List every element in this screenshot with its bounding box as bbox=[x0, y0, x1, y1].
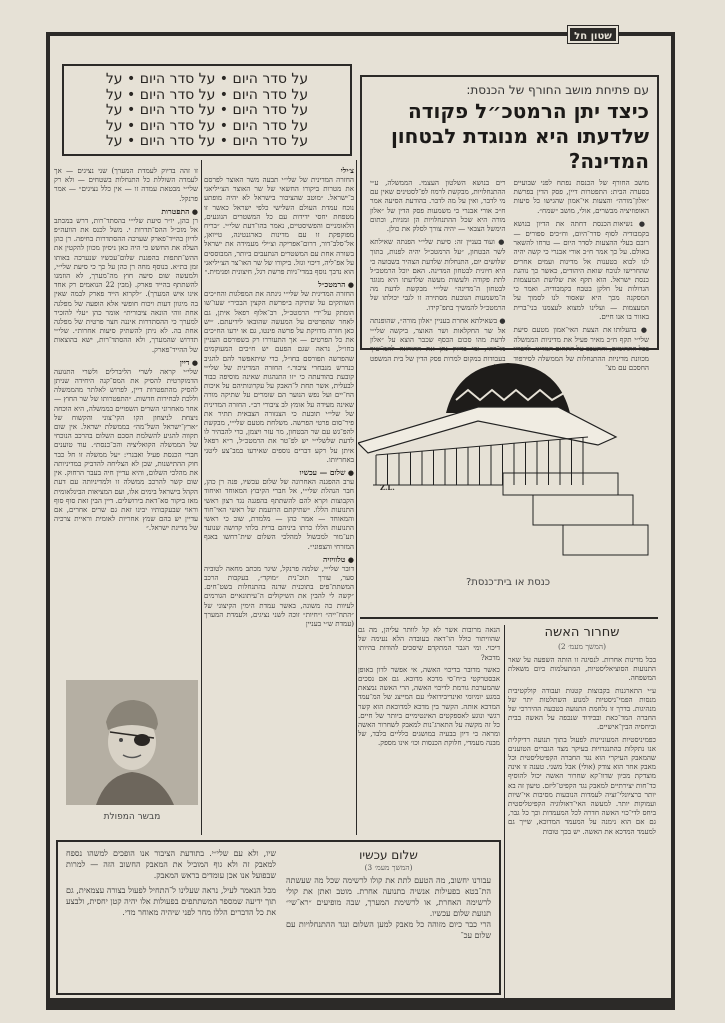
photo-caption: מבשר המפולת bbox=[103, 812, 161, 822]
section-divider bbox=[360, 617, 658, 619]
agenda-line: על סדר היום • על סדר היום • על bbox=[105, 133, 309, 149]
lead-para: ● בשאילתא אחרת בעניין ״אלון מורה״, שהופנתה אל שר החקלאות ושר האוצר, ביקשה שלי״י לדעת מהו סכום הכסף שכבר הוצא על ״אלון מו־רה״, ומי בדיוק נתן את ההוראה להמ־שיך בעבודות במקום למרות פסק הדין של בית המשפט bbox=[370, 316, 506, 372]
peace-now-heading: ● שלום — עכשיו bbox=[204, 468, 354, 477]
resign-heading: ● התפטרות bbox=[54, 207, 198, 216]
lead-para: רים בנושא השלטון העצמי. הממשלה, ע״י ההתנחלויות, מבקשת לרמוז לפ־לסטינים שאין עם מי לדבר, ואין על מה לדבר. בהודעת הסיעה אמר ח״כ אורי אבנרי כי משמעות פסק הדין של ״אלון מורה היא שכל ההתנחלויות הן זמניות, וכתום הימשל הצבאי — יהיה צורך לסלק את כולן. bbox=[370, 178, 506, 234]
illustration-signature: Z.L. bbox=[380, 483, 395, 492]
chile-heading: צ׳ילי bbox=[340, 166, 354, 175]
agenda-lines bbox=[74, 72, 340, 150]
ramatkal-heading: ● הרמטכ״ל bbox=[204, 280, 354, 289]
peace-title: שלום עכשיו bbox=[359, 848, 418, 862]
agenda-line: על סדר היום • על סדר היום • על bbox=[105, 86, 309, 103]
ramatkal-text: החזרה המדינית של שלי״י גינתה את המפלגות והח״כים השותקים על שתיקה ב״פרשת הקצין הבכיר״ שעו־שו הומתק על־ידי הרמטכ״ל, רב־אלוף רפאל איתן, גם לאחר שהפרטים על המעשה שהובאו לידיעתם. ״יש כאן חורה מדויקת על פרשה פינטו, גם או ירעו הח״כים את כל הפרטים — אך התעוררו רק בשפורסם העניין בחו״ל, נראה שגם הפעם יש ח״כים המעוקמים שהפרשה תפורסם בחו״ל, כדי שיתאפשר להם להגיב כנדרש מנבחרי ציבור.״ החזרה המדינית של שלי״י קובעת בהודעתה כי ״זו התנהגות שאינה מוסיפה כבוד לבעלית, אשר תחת ל־האבק על עקרונותיהם על איכות הח־יים ועל נפש הנוער הם שומרים על שתיקה מורה שאינה מעידה על אומץ לב ציבורי רב״. החזרה המדינית של שלי״י תובעת כי הצנזורה הצבאית תתיר את פיר־סום פרטי הפרשה. משלחת מטעם שלי״י, מבקשת להפ־גש עם שר הבטחון, מר עזר ויצמן, כדי להבהיר לו לדעת שלשלי״י יש לפ־טר את הרמטכ״ל, ר״א רפאל איתן על רקע דברים נוספים שאירעו במב־צע ליטני באחריותו. bbox=[204, 289, 354, 464]
middle-column bbox=[204, 166, 354, 834]
lead-col-left bbox=[370, 178, 506, 372]
peace-para: שיו, ולא עם שלי״י. בתודעת הציבור אנו הופכים למשהו נספח למאבק זה ולא גוף המוביל את המאבק החשוב הזה — למרות שבפועל אנו אכן עומדים בראש המאבק. bbox=[66, 849, 276, 880]
agenda-line: על סדר היום • על סדר היום • על bbox=[105, 102, 309, 118]
peace-para: עבורנו יחשוב, מה הטעם לתת את קולו לרשימה שכל מה שעשתה הת־בטא בפעילות אנשיה בתנועה אחרת. מוטב ואתן את קולי לרשימה האחרת, או לרשימת המערך, שבה מופיעים ״רא־שי״ תנועת שלום עכשיו. bbox=[286, 876, 491, 918]
agenda-box bbox=[62, 64, 352, 156]
lead-col-right bbox=[514, 178, 650, 372]
lead-para: ● בהעלותו את הצעת האי־אמון מטעם סיעת שלי״י תקף ח״כ מאיר פעיל את מדיניות הממשלה בכל התחומים, והתעכב על התחום המדיני. לדבריו מכוונת מדיניות ההתנחלות של הממשלה לסירפוד החסכם עם מצ־ bbox=[514, 325, 650, 372]
lead-article-box bbox=[360, 75, 659, 372]
tv-heading: ● טלוויזיה bbox=[204, 555, 354, 564]
knesset-drawing bbox=[358, 355, 658, 595]
dayan-text: שלי״י קראה לשרי הליברלים ולשרי התנועה הדמוקרטית להסיק את המס־קנה היחידה שניתן להסיק מהתפטרות דיין, לפרוש לאלתר מהממשלה וללכת לבחירות חדשות. ״התפטרותו של שר החוץ — אחר מאחרוני השרים השפויים בממשלה, היא הוכחה ניצחת לניצחון הקו הקי־צוני והקשוח של ״ארץ־ישראל השל־מה״ בממשלת ישראל. אין שום תקווה להגיע להשלמת הסכם השלום בהרכב הנוכחי של הממשלה הקואליציה והכ־כנסת״. עוד טוענים חברי הכנסת פעיל ואבנרי: ״על ממשלה זו חל כבר חוק ההתישנות, שכן לא הצליחה להדביק במדיניותה את מהלכי השלום, והיא עדיין חיה בעבר הרחוק. אין שום קשר להרכב ממשלה זו ולמדיניותה עם דעת הקהל בישראל בימים אלו, ועם המציאות הבינלאומית מאז ביקור סא־דאת בירושלים. דיין הבין זאת סוף סוף וראוי שבעקבותיו יבינו זאת גם שרים אחרים, אם עדיין יש בהם שמץ אחריות לאומית וראיית צרכיה של מדינת ישראל.״ bbox=[54, 366, 198, 533]
women-col-right bbox=[508, 625, 656, 836]
agenda-line: על סדר היום • על סדר היום • על bbox=[105, 117, 309, 134]
column-divider bbox=[356, 160, 357, 835]
women-para: כפמיניסטיות המעוניינות לפעול בתוך תנועה רדיקלית אנו נתקלות בהתנגדויות בעיקר מצד הגברים הטוענים שהמאבק העיקרי הוא נגד החברה הקפיטליסטית וכל מאבק אחר הוא צודק (אולי) אבל משני. טענה זו אינה מוצדקת מכיון שדוו־קא שחרור האשה יכול להוסיף כד־חות יצירתיים למאבק נגד הקפיט־ליזם. טיעון זה בא יותר כרציונלי־זציה לעמדות הנובעות מסיבות אי־שיות ועמוקות יותר. למעשה האי־דאולוגיה הקפיטליסטית ביחס לדי־כוי האשה חדרה לכל המעמדות וכך כל גבר, גם אם הוא נימנה על המעמד המדוכא, שייך גם למעמד המדכא את האשה. יש בכך טובות bbox=[508, 734, 656, 836]
peace-col-left bbox=[66, 848, 276, 941]
women-para: בכל מדינות אחרות. לנסיגה זו הותה השפעה על שאר התנועות הסוציאליסטיות, המתעלמות כיום משאלת המשפחה. bbox=[508, 655, 656, 683]
women-continued: (המשך מעמ׳ 2) bbox=[557, 642, 607, 651]
dayan-photo bbox=[66, 680, 198, 805]
illustration-caption: כנסת או בית־כנסת? bbox=[466, 577, 550, 588]
portrait-image bbox=[66, 680, 198, 805]
resign-text: רן כהן, יו״ר סיעת שלי״י בהסתד־רות, דרש במכתב אל מזכ״ל ההס־תדרות י. משל לכנס את הוועה״פ לדיון בהייד־פארק שערכה ההסתדרות בחיפה. רן כהן העלה את החשש כי היה כאן ניסיון מכוון להקטין את ההש־תתפות בהפגנת שלום־עכשיו שנערכה באותו זמן בת״א. בנוסף מחה רן כהן על כך כי סיעת שלי״י, ולמעשה שום סיעה חוץ מה־מערך, לא הוזמנו להשתתף בהייד פארק. (מבין 22 הנואמים רק אחד אינו איש המערך). ״לקרוא הייד פארק לבמה שאין בה מיגוון דעות ויכוח חופשי אלא הופעה של מפלגה אחת זוהי הונאה ציבורית״ אומר כהן ״עלי להזכיר למערך כי ההסתדרות איננה חצר פרטית של מפלגה אחת בה. לא ניתן להשתיק סיעות אחרות״. שלי״י תדרוש שהמערך, ולא ההסתד־רות, ישא בהוצאות של ההייד־פארק. bbox=[54, 215, 198, 354]
women-col-left bbox=[358, 625, 500, 748]
left-intro: זו זהה בדיוק לעמדת המערך) שני נציגים — אך לעמדה השוללת כל התנחלות בשטחים — ולא רק שלי״י מבטאת עמדה זו — אין כלל נציגים״ — אמר פרנקל. bbox=[54, 166, 198, 203]
women-para: ע״י התארגנות בקבוצות קטנות ועבודה קולקטיבית מנסות הפמי־ניסטיות למנוע השתלטות יתר של מנהיגות. בדרך זו נלחמת התנועה בטבעה ההיררכי של החברה המד־כאת ובבידוד שנכפה על האשה בבית וביחסיה הבין־אישיים. bbox=[508, 685, 656, 732]
lead-para: מושב החורף של הכנסת נפתח לפני שבועיים בסערה הבית: התפטרות דיין, פסק הדין בפרשת ״אלון־מורה״ והצעות אי־אמון שהגישו כל סיעות האופוזיציה מבשרים, אולי, מושב ״שמח״. bbox=[513, 178, 649, 215]
lead-headline: כיצד יתן הרמטכ״ל פקודה שלדעתו היא מנוגדת לבטחון המדינה? bbox=[390, 99, 649, 173]
dayan-heading: ● דיין bbox=[54, 358, 198, 367]
women-title: שחרור האשה bbox=[544, 625, 620, 640]
peace-continued: (המשך מעמ׳ 3) bbox=[364, 863, 413, 872]
masthead-logo: שטון חל bbox=[568, 26, 618, 43]
women-para: הנאה מרובות אשר לא קל לוותר עליהן, מה גם שהוויתור כולל הו־דאה בעובדה הלא נעימה של דיכוי. ומי הגבר המתקדם שיסכים להודות בהיותו מדכא? bbox=[358, 625, 500, 662]
peace-now-text: ערב ההפגנה האחרונה של שלום עכשיו, פנה רן כהן, חבר הנהלת שלי״י, אל חברי הקיבוץ המאוחד ואיחוד הקבוצות וקרא להם להשתתף בהפגנה נגד רצון ראשי התנועות הללו. ״שתיקתם הרועמת של ראשי האי־חוד והמאוחד — אמר כהן — מלמדת, שוב כי ראשי התנועות הללו כרתו ביניהם ברית בלתי קדושה שנועד תע־מור למכשול למהלכי השלום שית־רחשו באגף המזרחי והצפוני״. bbox=[204, 477, 354, 551]
peace-para: מכל הנאמר לעיל, נראה שעלינו ל־התחיל לפעול בצורה עצמאית, גם תוך ידיעה שמספר המשתתפים בפעולות אלו יהיה קטן יחסית, ולבצע את כל הדברים הללו מחר לפני שיהיה מאוחר מדי. bbox=[66, 886, 276, 917]
column-divider bbox=[504, 625, 505, 1010]
column-divider bbox=[201, 160, 202, 835]
dome-shape bbox=[446, 363, 570, 413]
lead-kicker: עם פתיחת מושב החורף של הכנסת: bbox=[466, 83, 649, 97]
peace-para: הרי כבר כיום מזוהה כל מאבק למען השלום ונגד ההתנחלויות עם שלום עכ־ bbox=[286, 920, 491, 940]
chile-text: החזרה המדינית של שלי״י תבעה משר האוצר לפרסם את מטרות ביקורו החשאי של שר האוצר הצ׳יליאני ב־ישראל. ״מוטב שהציבור בישראל לא יהיה מופתע נוכח עמדת העולם השלישי כלפי ישראל כאשר זו מטפחת יחסי ידידות עם כל המשטרים הנוגעים, הלאומניים והפשיסטיים, נאמר בהו־דעת שלי״י. ״בריח מפוקפקת זו עם מדינות כארגנטינה, טייואן, אל־סלב־דור, דרום־אפריקה וצ׳ילי מעמידה את ישראל בשורה אחת עם המשטרים הנתעבים ביותר, המבוססים על אפ־ליה, דיכוי וגזל. ביקורו של שר האו־צר הצ׳יליאני הוא נדבך נוסף במדי־ניות פרשת רגל, חיצונית ופנימית.״ bbox=[204, 175, 354, 277]
peace-now-box bbox=[56, 840, 501, 995]
knesset-illustration bbox=[358, 355, 658, 595]
lead-para: ● ועוד בעניין זה: סיעת שלי״י הפנתה שאילתא לשר הבטחון, ״על הרמטכ״ל יהיה לפנות, בתוך שלושים יום, התנחלות שלדעת הצהיר בשבועה כי היא חיונית לבטחון המדינה. האם יוכל הרמטכ״ל לתת פקודה ולעשות מעשה שלדעתו היא מנוגד לבטחון ה־מדינה״ שלי״י מבקשת לדעת מה ה־משמעות הנובעת מסתירה זו לגבי יכולתו של הרמטכ״ל להמשיך בתפ־קידו. bbox=[370, 237, 506, 312]
agenda-line: על סדר היום • על סדר היום • על bbox=[105, 72, 309, 87]
peace-col-right bbox=[286, 848, 491, 941]
tv-text: דובר שלי״י, שלמה פרנקל, שיגר מכתב מחאה לטוביה סער, עורך תוכ־נית ״מוקד״, בעקבות הרכב המשתת־פים בתוכנית שדנה בהתנחלות בשט־חים. ״קשה לי להבין את השיקולים ה־עיתונאיים הגורמים לעיוות כה משונה, באשר עמדת הימין הקיצוני של ״התח־ייה״ ו״חיות״ זוכה לשני נציגים, ולעמדת המערך (עמדת ש״י בעניין bbox=[204, 563, 354, 628]
left-column bbox=[54, 166, 198, 666]
lead-para: ● נשיאות הכנסת דחתה את הדיון בנושא בקמבודיה לסוף סדר־היום, וח״כים ספורים — רובם בעלי ההצעות לסדר היום — טרחו להשאר באולם. על כך אמר ח״כ אורי אבנרי כי קשה יהיה לנו לבוא בטענות אל מדינות ועמים אחרים שהחרישו לנוכח שואת היהודים, כאשר כך נוהגת כנסת ישראל. הוא תקף את שלושת המעצמות הגדולות על חלקן בטבח בקמבודיה. ואמר כי המסקנה מכך היא שאסור לנו לסמוך על המעצמות — ועלינו למצוא לעצמנו בני־ברית באזור בו אנו חיים. bbox=[514, 219, 650, 321]
women-para: כאשר מדובר בדיכוי האשה, אי אפשר לדון באופן אבסטרקטי ב״ח־סי מדכא מדוכא. גם אם נסכים שהמערכת גורמת לדיכוי האשה, הרי האשה נמצאת במגע יומיומי ואינדיבידואלי עם המייצג של המ־עמד המדכא אותה. הקשר בין מדכא למדוכאת הוא קשר רגשי ונוגע לאספקטים האינטימיים ביותר של חיים. כל זה מקשה על התארג־נות למאבק לשחרור האשה ומראה כי דיון בבעיה במושגים כלליים בלבד, של מבנה מעמדי, חלוקת הכנסות וכו׳ אינו מספק. bbox=[358, 664, 500, 748]
